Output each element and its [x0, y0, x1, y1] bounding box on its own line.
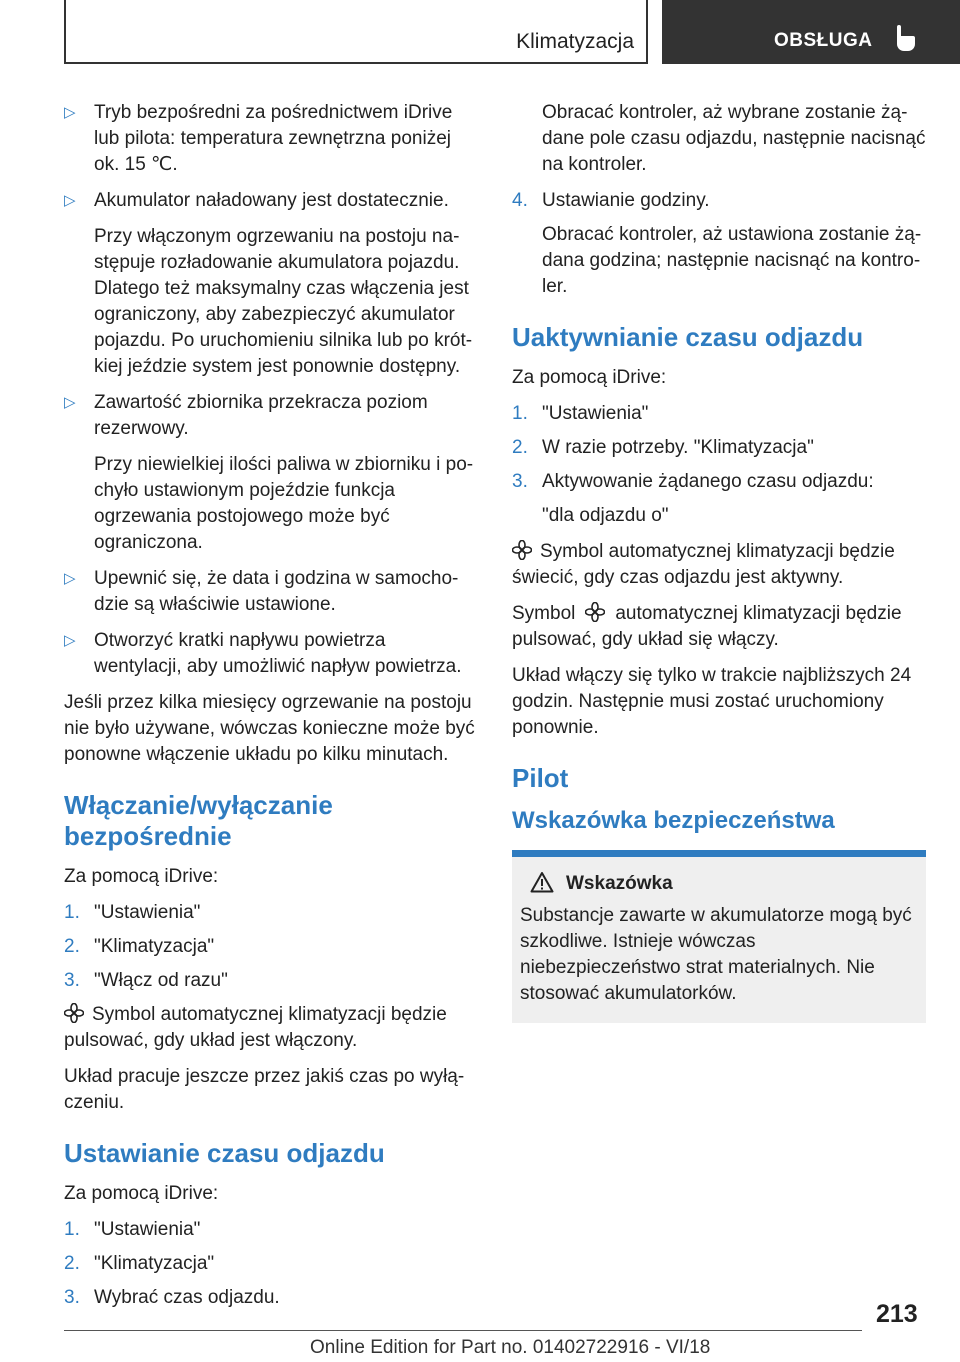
bullet-fuel: ▷ Zawartość zbiornika przekracza poziom rezerwowy. [64, 390, 478, 442]
step-number: 1. [64, 1219, 80, 1240]
step-number: 2. [64, 936, 80, 957]
list-item [512, 188, 926, 214]
paragraph-symbol-pulse-on [512, 601, 926, 653]
left-column [64, 100, 478, 1319]
step-text: Wybrać czas odjazdu. [94, 1287, 280, 1308]
list-item [64, 1217, 478, 1243]
header-section: OBSŁUGA [774, 30, 873, 51]
via-idrive: Za pomocą iDrive: [64, 1183, 219, 1204]
fan-icon [512, 540, 532, 560]
step-number: 2. [512, 437, 528, 458]
step-text: W razie potrzeby. "Klimatyzacja" [542, 437, 814, 458]
fuel-detail: Przy niewielkiej ilości paliwa w zbiorniku i pochyło ustawionym pojeździe funkcja ogrzewania postojowego może być ograniczona. [94, 454, 474, 553]
step-text: "Włącz od razu" [94, 970, 228, 991]
bullet-outside-temp: ▷ Tryb bezpośredni za pośrednictwem iDrive lub pilota: temperatura zewnętrzna poniżej ok. 15 ℃. [64, 100, 478, 178]
list-item [64, 900, 478, 926]
warning-triangle-icon [530, 871, 554, 893]
paragraph-after-off: Układ pracuje jeszcze przez jakiś czas po wyłączeniu. [64, 1066, 465, 1113]
step-number: 3. [64, 970, 80, 991]
paragraph-24h: Układ włączy się tylko w trakcie najbliższych 24 godzin. Następnie musi zostać uruchomiony ponownie. [512, 665, 912, 738]
bullet-vents: ▷ Otworzyć kratki napływu powietrza wentylacji, aby umożliwić napływ powietrza. [64, 628, 478, 680]
step3-detail: Obracać kontroler, aż wybrane zostanie żądane pole czasu odjazdu, następnie nacisnąć na kontroler. [542, 102, 926, 175]
heading-set-departure: Ustawianie czasu odjazdu [64, 1138, 385, 1168]
header-chapter: Klimatyzacja [516, 30, 634, 53]
bullet-battery: ▷ Akumulator naładowany jest dostatecznie. [64, 188, 478, 214]
step4-detail: Obracać kontroler, aż ustawiona zostanie żądana godzina; następnie nacisnąć na kontroler. [542, 224, 922, 297]
list-item [64, 934, 478, 960]
step-text: Ustawianie godziny. [542, 190, 710, 211]
paragraph-symbol-lit [512, 539, 926, 591]
step-number: 3. [64, 1287, 80, 1308]
step-number: 1. [64, 902, 80, 923]
list-item [512, 401, 926, 427]
step-text: "Ustawienia" [94, 1219, 201, 1240]
step-number: 4. [512, 190, 528, 211]
header-chapter-box [64, 0, 648, 64]
step-text: "Klimatyzacja" [94, 1253, 215, 1274]
page-number: 213 [876, 1300, 918, 1328]
heading-remote: Pilot [512, 763, 569, 793]
fan-icon [64, 1003, 84, 1023]
heading-direct-switch: Włączanie/wyłączanie bezpośrednie [64, 790, 333, 851]
step-number: 2. [64, 1253, 80, 1274]
paragraph-symbol-pulse [64, 1002, 478, 1054]
paragraph-reactivate: Jeśli przez kilka miesięcy ogrzewanie na postoju nie było używane, wówczas konieczne może być ponowne włączenie układu po kilku minutach. [64, 692, 475, 765]
warning-box [512, 850, 926, 1023]
step3c-detail: "dla odjazdu o" [542, 505, 669, 526]
list-item [64, 1251, 478, 1277]
subheading-safety: Wskazówka bezpieczeństwa [512, 807, 835, 834]
step-text: Aktywowanie żądanego czasu odjazdu: [542, 471, 874, 492]
list-item [512, 469, 926, 495]
step-text: "Ustawienia" [542, 403, 649, 424]
footer-divider [64, 1330, 862, 1331]
step-text: "Ustawienia" [94, 902, 201, 923]
list-item [64, 968, 478, 994]
step-number: 1. [512, 403, 528, 424]
pointing-hand-icon [894, 24, 916, 52]
right-column [512, 100, 926, 1023]
warning-title [520, 871, 918, 897]
via-idrive: Za pomocą iDrive: [512, 367, 667, 388]
battery-detail: Przy włączonym ogrzewaniu na postoju następuje rozładowanie akumulatora pojazdu. Dlatego też maksymalny czas włączenia jest ograniczony, aby zabezpieczyć akumulator pojazdu. Po uruchomieniu silnika lub po krótkiej jeździe system jest ponownie dostępny. [94, 226, 473, 377]
warning-text: Substancje zawarte w akumulatorze mogą być szkodliwe. Istnieje wówczas niebezpieczeństwo strat materialnych. Nie stosować akumulatorków. [520, 905, 912, 1004]
symbol-pulse-text: Symbol automatycznej klimatyzacji będzie pulsować, gdy układ jest włączony. [64, 1004, 447, 1051]
fan-icon [585, 602, 605, 622]
symbol-pulse-on-text: automatycznej klimatyzacji będzie pulsować, gdy układ się włączy. [512, 603, 902, 650]
warning-title-text: Wskazówka [566, 873, 673, 894]
step-text: "Klimatyzacja" [94, 936, 215, 957]
via-idrive: Za pomocą iDrive: [64, 866, 219, 887]
footer-edition: Online Edition for Part no. 01402722916 - VI/18 [310, 1337, 711, 1358]
symbol-word: Symbol [512, 603, 576, 624]
list-item [64, 1285, 478, 1311]
heading-activate-departure: Uaktywnianie czasu odjazdu [512, 322, 864, 352]
list-item [512, 435, 926, 461]
header-section-box [662, 0, 960, 64]
step-number: 3. [512, 471, 528, 492]
bullet-date-time: ▷ Upewnić się, że data i godzina w samochodzie są właściwie ustawione. [64, 566, 478, 618]
symbol-lit-text: Symbol automatycznej klimatyzacji będzie świecić, gdy czas odjazdu jest aktywny. [512, 541, 895, 588]
